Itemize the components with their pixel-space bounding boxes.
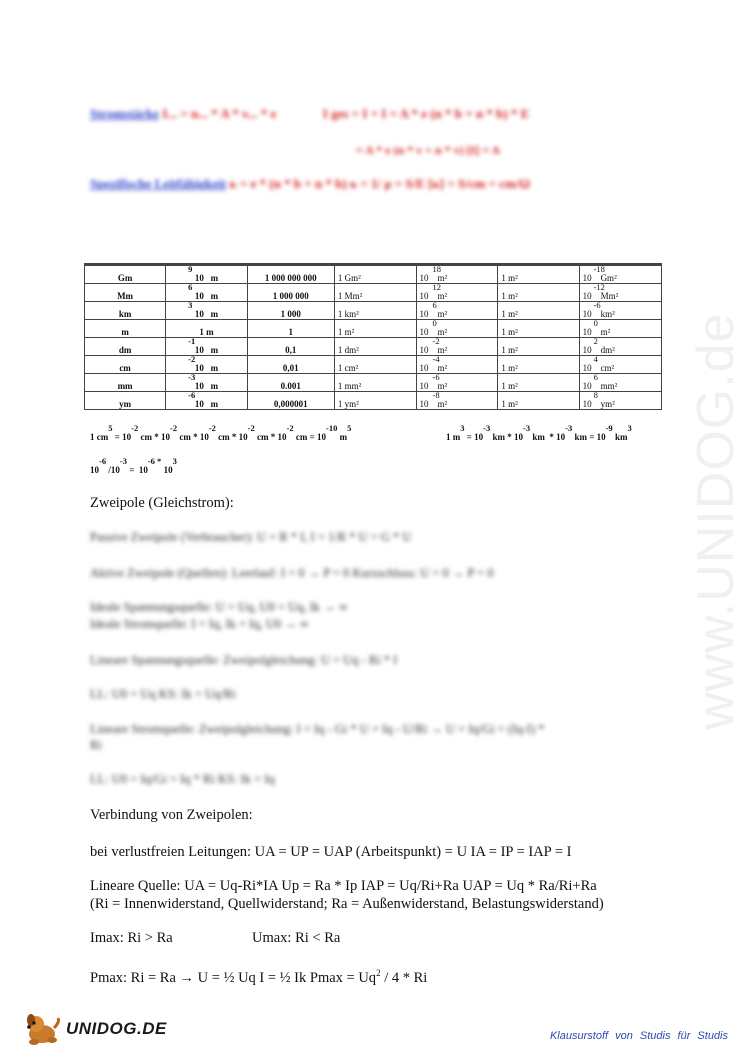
exponent-label: 4 xyxy=(593,354,598,364)
arrow-right-icon: → xyxy=(179,969,195,986)
blurred-line-ri: Ri xyxy=(90,738,102,752)
verbindung-heading: Verbindung von Zweipolen: xyxy=(90,807,253,823)
cell-value: cm xyxy=(119,363,131,373)
exponent-label: 3 xyxy=(188,300,193,310)
unit-table-cell xyxy=(579,392,661,410)
cell-value: Gm xyxy=(117,273,133,283)
unidog-logo[interactable] xyxy=(22,1012,167,1046)
exponent-label: -3 xyxy=(188,372,196,382)
unit-table-cell xyxy=(334,356,416,374)
cell-value: 10 mm² xyxy=(582,381,618,391)
exponent-label: 3 xyxy=(460,423,465,433)
conversion-text: = 10 xyxy=(464,432,484,442)
cell-value: 0,000001 xyxy=(273,399,308,409)
exponent-label: -1 xyxy=(188,336,196,346)
blurred-line-ll-ks-1: LL: U0 = Uq KS: Ik = Uq/Ri xyxy=(90,687,236,701)
unit-table-cell xyxy=(416,320,498,338)
unit-table-cell xyxy=(498,320,579,338)
cell-value: 0,1 xyxy=(285,345,297,355)
cell-value: 0,01 xyxy=(282,363,299,373)
unit-table-cell xyxy=(247,338,334,356)
cell-value: 1 xyxy=(288,327,294,337)
cell-value: 10 m² xyxy=(419,381,448,391)
unit-table-cell xyxy=(334,374,416,392)
cell-value: m xyxy=(121,327,129,337)
unit-table-cell xyxy=(85,302,166,320)
cell-value: 1 m² xyxy=(501,291,518,301)
cell-value: dm xyxy=(118,345,132,355)
unit-table-cell xyxy=(579,265,661,284)
conversion-text: km xyxy=(612,432,628,442)
unit-table-row xyxy=(85,320,662,338)
cell-value: 10 m xyxy=(194,291,219,301)
exponent-label: -2 xyxy=(286,423,294,433)
cell-value: 1 m² xyxy=(501,381,518,391)
unit-table-row xyxy=(85,338,662,356)
unit-table-cell xyxy=(166,302,248,320)
unit-table-cell xyxy=(579,302,661,320)
unit-table-row xyxy=(85,356,662,374)
dog-mascot-icon xyxy=(22,1012,62,1046)
unit-table-cell xyxy=(498,302,579,320)
conversion-text: cm = 10 xyxy=(293,432,326,442)
umax-text: Umax: Ri < Ra xyxy=(252,930,341,946)
cell-value: 10 m² xyxy=(419,273,448,283)
unit-table-row xyxy=(85,392,662,410)
exponent-label: 3 xyxy=(627,423,632,433)
conversion-text: cm * 10 xyxy=(177,432,209,442)
cell-value: 1 ym² xyxy=(337,399,359,409)
exponent-label: 5 xyxy=(347,423,352,433)
cell-value: 10 m xyxy=(194,399,219,409)
conversion-text: = 10 xyxy=(112,432,132,442)
unit-table-cell xyxy=(579,338,661,356)
unit-table-cell xyxy=(85,320,166,338)
unit-table-cell xyxy=(579,284,661,302)
formula-stromstaerke xyxy=(90,106,529,122)
cell-value: 1 m² xyxy=(501,399,518,409)
formula-leitfaehigkeit xyxy=(90,176,530,192)
cell-value: 10 m² xyxy=(419,309,448,319)
cell-value: 1 m² xyxy=(501,273,518,283)
unit-table-cell xyxy=(247,302,334,320)
conversion-text: cm * 10 xyxy=(215,432,248,442)
conversion-ratio xyxy=(90,456,177,475)
exponent-label: -3 xyxy=(565,423,573,433)
cell-value: Mm xyxy=(117,291,134,301)
cell-value: 1 m² xyxy=(501,327,518,337)
cell-value: 1 000 000 000 xyxy=(264,273,317,283)
cell-value: 10 m² xyxy=(582,327,611,337)
unit-table-row xyxy=(85,265,662,284)
conversion-m xyxy=(446,423,632,442)
blurred-line-aktive: Aktive Zweipole (Quellen): Leerlauf: I = 0 → P = 0 Kurzschluss: U = 0 → P = 0 xyxy=(90,566,494,580)
conversion-text: 10 xyxy=(161,465,173,475)
exponent-label: -2 xyxy=(169,423,178,433)
unit-table-cell xyxy=(247,265,334,284)
unit-table-cell xyxy=(334,302,416,320)
exponent-label: -10 xyxy=(325,423,338,433)
cell-value: 10 Mm² xyxy=(582,291,619,301)
zweipole-heading: Zweipole (Gleichstrom): xyxy=(90,495,234,511)
unit-table-cell xyxy=(498,265,579,284)
cell-value: 1 m² xyxy=(337,327,355,337)
conversion-text: km = 10 xyxy=(572,432,606,442)
cell-value: 10 dm² xyxy=(582,345,615,355)
ri-ra-paragraph: (Ri = Innenwiderstand, Quellwiderstand; Ra = Außenwiderstand, Belastungswiderstand) xyxy=(90,896,604,912)
unit-table-cell xyxy=(247,374,334,392)
conversion-cm xyxy=(90,423,352,442)
exponent-label: 8 xyxy=(593,390,598,400)
stromstaerke-total: I ges = I + I = A * e (n * b + n * b) * E xyxy=(322,106,530,121)
conversion-text: = xyxy=(126,465,137,475)
leitfaehigkeit-label: Spezifische Leitfähigkeit xyxy=(90,176,227,191)
exponent-label: -2 xyxy=(432,336,440,346)
exponent-label: -9 xyxy=(605,423,613,433)
stromstaerke-line2-text: = A * e (n * v + n * v) [I] = A xyxy=(356,143,501,157)
unit-table-cell xyxy=(85,374,166,392)
unit-table-cell xyxy=(416,338,498,356)
cell-value: 10 m² xyxy=(419,327,448,337)
unit-table-cell xyxy=(334,392,416,410)
cell-value: 1 cm² xyxy=(337,363,359,373)
cell-value: 10 cm² xyxy=(582,363,615,373)
lineare-quelle-paragraph: Lineare Quelle: UA = Uq-Ri*IA Up = Ra * Ip IAP = Uq/Ri+Ra UAP = Uq * Ra/Ri+Ra xyxy=(90,878,597,894)
cell-value: 10 m xyxy=(194,363,219,373)
cell-value: km xyxy=(118,309,132,319)
cell-value: 10 m xyxy=(194,345,219,355)
cell-value: mm xyxy=(117,381,133,391)
blurred-line-ll-ks-2: LL: U0 = Iq/Gi = Iq * Ri KS: Ik = Iq xyxy=(90,772,275,786)
exponent-label: -2 xyxy=(131,423,139,433)
cell-value: 10 m² xyxy=(419,399,448,409)
exponent-label: 3 xyxy=(172,456,177,466)
unit-table-cell xyxy=(498,338,579,356)
cell-value: 1 Gm² xyxy=(337,273,361,283)
cell-value: 1 Mm² xyxy=(337,291,363,301)
exponent-label: -3 xyxy=(119,456,127,466)
pmax-part-c: / 4 * Ri xyxy=(380,969,428,986)
unit-table-cell xyxy=(416,356,498,374)
cell-value: 1 dm² xyxy=(337,345,359,355)
cell-value: 10 m xyxy=(194,381,219,391)
unit-table-row xyxy=(85,374,662,392)
unit-table-row xyxy=(85,302,662,320)
unit-table-cell xyxy=(416,374,498,392)
unit-table-cell xyxy=(166,356,248,374)
blurred-line-passive: Passive Zweipole (Verbraucher): U = R * I, I = 1/R * U = G * U xyxy=(90,530,412,544)
exponent-label: 2 xyxy=(593,336,598,346)
cell-value: 10 m² xyxy=(419,363,448,373)
exponent-label: -3 xyxy=(483,423,491,433)
cell-value: 10 Gm² xyxy=(582,273,617,283)
cell-value: 10 m xyxy=(194,309,219,319)
blurred-line-ideal-spannung: Ideale Spannungsquelle: U = Uq, U0 = Uq, Ik → ∞ xyxy=(90,600,348,614)
cell-value: 1 mm² xyxy=(337,381,362,391)
exponent-label: 18 xyxy=(432,264,442,274)
unit-table-cell xyxy=(85,392,166,410)
unit-table-cell xyxy=(166,320,248,338)
exponent-label: 0 xyxy=(593,318,598,328)
leitfaehigkeit-expr: κ = e * (n * b + n * b) κ = 1/ ρ = S/E [κ] = S/cm = cm/Ω xyxy=(229,176,530,191)
verlustfrei-paragraph: bei verlustfreien Leitungen: UA = UP = UAP (Arbeitspunkt) = U IA = IP = IAP = I xyxy=(90,844,572,860)
cell-value: 10 m² xyxy=(419,291,448,301)
cell-value: 1 m xyxy=(199,327,214,337)
exponent-label: 6 xyxy=(432,300,437,310)
exponent-label: -6 xyxy=(188,390,196,400)
unit-table-cell xyxy=(416,265,498,284)
unit-table-cell xyxy=(498,374,579,392)
exponent-label: -8 xyxy=(432,390,440,400)
pmax-paragraph xyxy=(90,964,427,988)
exponent-label: -6 xyxy=(432,372,440,382)
conversion-text: 1 cm xyxy=(90,432,109,442)
exponent-label: -4 xyxy=(432,354,440,364)
unit-table-cell xyxy=(334,338,416,356)
cell-value: 1 000 xyxy=(280,309,301,319)
cell-value: 0.001 xyxy=(280,381,301,391)
exponent-label: 5 xyxy=(108,423,113,433)
stromstaerke-label: Stromstärke xyxy=(90,106,160,121)
unit-table-cell xyxy=(416,392,498,410)
blurred-line-lin-strom: Lineare Stromquelle: Zweipolgleichung: I = Iq - Gi * U = Iq - U/Ri → U = Iq/Gi = (Iq-I) * xyxy=(90,722,545,736)
unit-table-cell xyxy=(166,265,248,284)
cell-value: 1 m² xyxy=(501,345,518,355)
exponent-label: 9 xyxy=(188,264,193,274)
exponent-label: -3 xyxy=(523,423,531,433)
exponent-label: -2 xyxy=(188,354,196,364)
formula-stromstaerke-line2 xyxy=(356,143,500,158)
pmax-part-b: U = ½ Uq I = ½ Ik Pmax = Uq xyxy=(194,969,377,986)
exponent-label: -2 xyxy=(208,423,216,433)
stromstaerke-expr: I... = n... * A * v... * e xyxy=(162,106,277,121)
conversion-text: 1 m xyxy=(446,432,461,442)
exponent-label: 6 xyxy=(593,372,598,382)
unit-table-cell xyxy=(498,284,579,302)
conversion-text: m xyxy=(337,432,348,442)
conversion-text: cm * 10 xyxy=(138,432,170,442)
blurred-line-lin-spannung: Lineare Spannungsquelle: Zweipolgleichung: U = Uq - Ri * I xyxy=(90,653,398,667)
unit-table-cell xyxy=(579,356,661,374)
unit-table-cell xyxy=(85,338,166,356)
unit-table-cell xyxy=(166,338,248,356)
unit-table-cell xyxy=(166,392,248,410)
unit-table-row xyxy=(85,284,662,302)
cell-value: 10 ym² xyxy=(582,399,615,409)
unit-table-cell xyxy=(247,356,334,374)
cell-value: 10 km² xyxy=(582,309,615,319)
unit-table-cell xyxy=(334,284,416,302)
footer-tagline: Klausurstoff von Studis für Studis xyxy=(549,1030,728,1042)
exponent-label: -6 xyxy=(99,456,107,466)
cell-value: 10 m xyxy=(194,273,219,283)
exponent-label: -2 xyxy=(247,423,255,433)
unit-table-cell xyxy=(247,320,334,338)
unit-table-cell xyxy=(416,284,498,302)
unit-table-cell xyxy=(166,374,248,392)
unit-table-cell xyxy=(579,374,661,392)
unit-table-cell xyxy=(334,320,416,338)
cell-value: 1 m² xyxy=(501,309,518,319)
pmax-part-a: Pmax: Ri = Ra xyxy=(90,969,180,986)
conversion-text: 10 xyxy=(90,465,99,475)
unit-table-cell xyxy=(85,284,166,302)
logo-text: UNIDOG.DE xyxy=(66,1019,167,1038)
unit-table-cell xyxy=(498,356,579,374)
pmax-exponent: 2 xyxy=(376,968,381,978)
unit-table-cell xyxy=(579,320,661,338)
cell-value: ym xyxy=(119,399,132,409)
unit-table-cell xyxy=(247,284,334,302)
unit-table-cell xyxy=(166,284,248,302)
conversion-text: 10 xyxy=(136,465,148,475)
exponent-label: -6 xyxy=(593,300,601,310)
cell-value: 1 000 000 xyxy=(272,291,309,301)
exponent-label: 6 xyxy=(188,282,193,292)
cell-value: 1 m² xyxy=(501,363,518,373)
cell-value: 1 km² xyxy=(337,309,359,319)
exponent-label: -18 xyxy=(593,264,605,274)
unit-table-cell xyxy=(247,392,334,410)
unit-table-cell xyxy=(498,392,579,410)
exponent-label: -6 * xyxy=(147,456,162,466)
imax-text: Imax: Ri > Ra xyxy=(90,930,173,946)
conversion-text: /10 xyxy=(106,465,120,475)
unit-table xyxy=(84,263,662,410)
exponent-label: 0 xyxy=(432,318,437,328)
conversion-text: cm * 10 xyxy=(254,432,287,442)
unit-table-cell xyxy=(85,265,166,284)
exponent-label: -12 xyxy=(593,282,605,292)
exponent-label: 12 xyxy=(432,282,442,292)
watermark-text: www.UNIDOG.de xyxy=(687,312,745,730)
unit-table-cell xyxy=(85,356,166,374)
blurred-line-ideal-strom: Ideale Stromquelle: I = Iq, Ik = Iq, U0 → ∞ xyxy=(90,617,309,631)
cell-value: 10 m² xyxy=(419,345,448,355)
unit-table-cell xyxy=(416,302,498,320)
unit-table-cell xyxy=(334,265,416,284)
conversion-text: km * 10 xyxy=(530,432,566,442)
conversion-text: km * 10 xyxy=(490,432,523,442)
